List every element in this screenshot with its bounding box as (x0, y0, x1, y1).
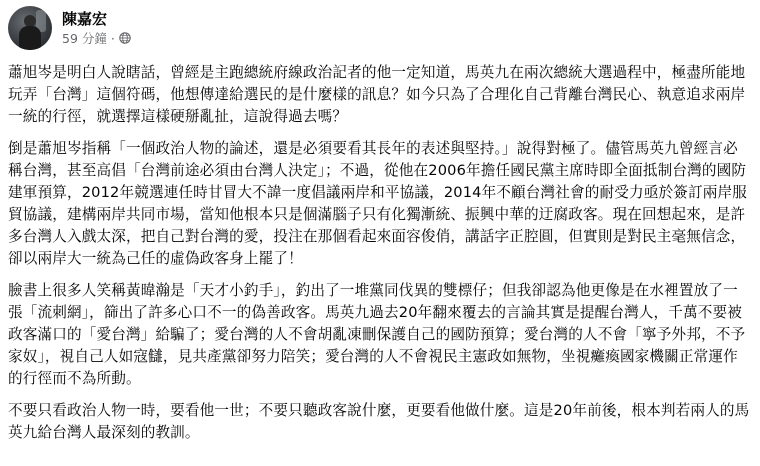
post-time-row (62, 30, 131, 47)
post-header (8, 6, 131, 50)
post-paragraph-2: 倒是蕭旭岑指稱「一個政治人物的論述，還是必須要看其長年的表述與堅持。」說得對極了。儘管馬英九曾經言必稱台灣，甚至高倡「台灣前途必須由台灣人決定」；不過，從他在2006年擔任國民黨主席時即全面抵制台灣的國防建軍預算，2012年競選連任時甘冒大不諱一度倡議兩岸和平協議，2014年不顧台灣社會的耐受力亟於簽訂兩岸服貿協議，建構兩岸共同市場，當知他根本只是個滿腦子只有化獨漸統、振興中華的迂腐政客。現在回想起來，是許多台灣人入戲太深，把自己對台灣的愛，投注在那個看起來面容俊俏，講話字正腔圓，但實則是對民主毫無信念，卻以兩岸大一統為己任的虛偽政客身上罷了！ (8, 140, 747, 267)
avatar-figure-body (19, 26, 41, 50)
post-paragraph-3: 臉書上很多人笑稱黃暐瀚是「天才小釣手」，釣出了一堆黨同伐異的雙標仔；但我卻認為他更像是在水裡置放了一張「流刺網」，篩出了許多心口不一的偽善政客。馬英九過去20年翻來覆去的言論其實是提醒台灣人，千萬不要被政客滿口的「愛台灣」給騙了；愛台灣的人不會胡亂凍刪保護自己的國防預算；愛台灣的人不會「寧予外邦，不予家奴」，視自己人如寇讎，見共產黨卻努力陪笑；愛台灣的人不會視民主憲政如無物，坐視癱瘓國家機關正常運作的行徑而不為所動。 (8, 282, 746, 387)
globe-icon[interactable] (119, 32, 131, 44)
post-timestamp[interactable]: 59 分鐘 (62, 30, 107, 46)
post-meta (62, 10, 131, 47)
post-body (8, 62, 752, 454)
author-name[interactable]: 陳嘉宏 (62, 9, 108, 28)
meta-separator: · (110, 30, 115, 46)
avatar[interactable] (8, 6, 52, 50)
post-paragraph-1: 蕭旭岑是明白人說瞎話，曾經是主跑總統府線政治記者的他一定知道，馬英九在兩次總統大選過程中，極盡所能地玩弄「台灣」這個符碼，他想傳達給選民的是什麼樣的訊息？如今只為了合理化自己背離台灣民心、執意追求兩岸一統的行徑，就選擇這樣硬掰亂扯，這說得過去嗎？ (8, 64, 746, 125)
post-paragraph-4: 不要只看政治人物一時，要看他一世；不要只聽政客說什麼，更要看他做什麼。這是20年前後，根本判若兩人的馬英九給台灣人最深刻的教訓。 (8, 402, 750, 441)
